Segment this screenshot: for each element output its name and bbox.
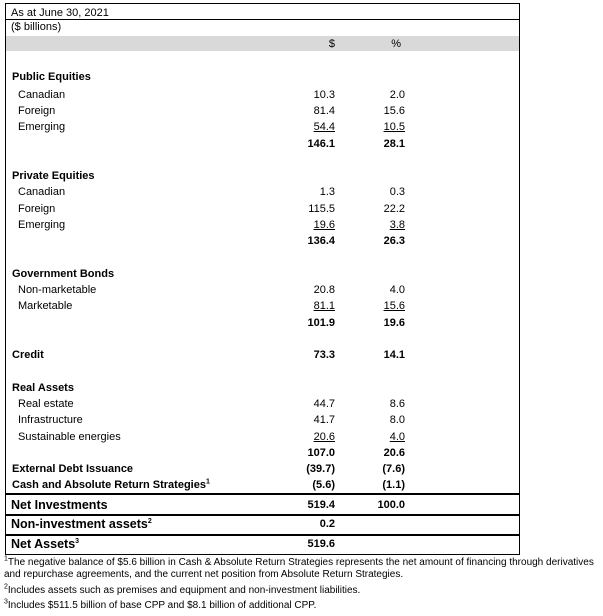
units-label: ($ billions) — [11, 21, 62, 33]
cash-absolute-pct: (1.1) — [382, 479, 405, 491]
subtotal-pct: 20.6 — [383, 447, 405, 459]
row-label: Marketable — [18, 300, 73, 312]
row-pct: 22.2 — [383, 203, 405, 215]
header-divider — [5, 19, 520, 20]
row-label: Canadian — [18, 89, 66, 101]
row-dollar: 81.1 — [313, 300, 335, 312]
footnote-ref: 2 — [147, 517, 152, 525]
credit-dollar: 73.3 — [313, 349, 335, 361]
net-assets-dollar: 519.6 — [307, 538, 335, 550]
subtotal-dollar: 107.0 — [307, 447, 335, 459]
row-pct: 0.3 — [389, 186, 405, 198]
footnote-3: $^3$Includes $511.5 billion of base CPP and $8.1 billion of additional CPP. — [4, 598, 317, 611]
column-header-band — [6, 36, 519, 51]
subtotal-pct: 28.1 — [383, 138, 405, 150]
footnote-ref: 3 — [75, 537, 80, 545]
credit-label: Credit — [12, 349, 44, 361]
col-header-dollar: $ — [328, 38, 335, 50]
row-dollar: 44.7 — [313, 398, 335, 410]
row-dollar: 10.3 — [313, 89, 335, 101]
row-pct: 8.6 — [389, 398, 405, 410]
col-header-pct: % — [391, 38, 401, 50]
row-dollar: 54.4 — [313, 121, 335, 133]
net-investments-rule — [5, 493, 520, 495]
net-investments-pct: 100.0 — [377, 499, 405, 511]
row-pct: 10.5 — [383, 121, 405, 133]
net-investments-dollar: 519.4 — [307, 499, 335, 511]
row-dollar: 115.5 — [308, 203, 335, 215]
non-investment-label: Non-investment assets$^2$ — [11, 517, 152, 531]
subtotal-dollar: 101.9 — [307, 317, 335, 329]
row-label: Sustainable energies — [18, 431, 121, 443]
as-at-date: As at June 30, 2021 — [11, 7, 109, 19]
cash-absolute-label: Cash and Absolute Return Strategies$^1$ — [12, 478, 210, 491]
net-investments-label: Net Investments — [11, 498, 108, 512]
net-assets-label: Net Assets$^3$ — [11, 537, 80, 551]
external-debt-dollar: (39.7) — [306, 463, 335, 475]
row-label: Emerging — [18, 219, 66, 231]
row-dollar: 20.6 — [313, 431, 335, 443]
section-title-real-assets: Real Assets — [12, 382, 74, 394]
footnote-ref: 1 — [205, 478, 210, 486]
subtotal-pct: 19.6 — [383, 317, 405, 329]
section-title-government-bonds: Government Bonds — [12, 268, 115, 280]
row-label: Real estate — [18, 398, 74, 410]
row-label: Foreign — [18, 203, 56, 215]
footnote-1: $^1$The negative balance of $5.6 billion in Cash & Absolute Return Strategies represents the net amount of financing through derivatives and repurchase agreements, and the current net position from Absolute Return Strategies. — [4, 555, 594, 580]
row-dollar: 19.6 — [313, 219, 335, 231]
row-pct: 4.0 — [389, 431, 405, 443]
credit-pct: 14.1 — [383, 349, 405, 361]
row-label: Non-marketable — [18, 284, 97, 296]
row-pct: 2.0 — [389, 89, 405, 101]
net-assets-rule — [5, 534, 520, 536]
row-pct: 4.0 — [389, 284, 405, 296]
row-dollar: 41.7 — [313, 414, 335, 426]
section-title-public-equities: Public Equities — [12, 71, 91, 83]
cash-absolute-dollar: (5.6) — [312, 479, 335, 491]
section-title-private-equities: Private Equities — [12, 170, 95, 182]
row-label: Emerging — [18, 121, 66, 133]
row-label: Canadian — [18, 186, 66, 198]
subtotal-pct: 26.3 — [383, 235, 405, 247]
row-pct: 3.8 — [389, 219, 405, 231]
row-dollar: 1.3 — [319, 186, 335, 198]
subtotal-dollar: 146.1 — [307, 138, 335, 150]
row-label: Infrastructure — [18, 414, 83, 426]
row-pct: 15.6 — [383, 105, 405, 117]
row-pct: 15.6 — [383, 300, 405, 312]
row-pct: 8.0 — [389, 414, 405, 426]
row-label: Foreign — [18, 105, 56, 117]
external-debt-label: External Debt Issuance — [12, 463, 134, 475]
footnote-2: $^2$Includes assets such as premises and equipment and non-investment liabilities. — [4, 583, 361, 596]
row-dollar: 20.8 — [313, 284, 335, 296]
subtotal-dollar: 136.4 — [307, 235, 335, 247]
non-investment-dollar: 0.2 — [319, 518, 335, 530]
external-debt-pct: (7.6) — [382, 463, 405, 475]
row-dollar: 81.4 — [313, 105, 335, 117]
